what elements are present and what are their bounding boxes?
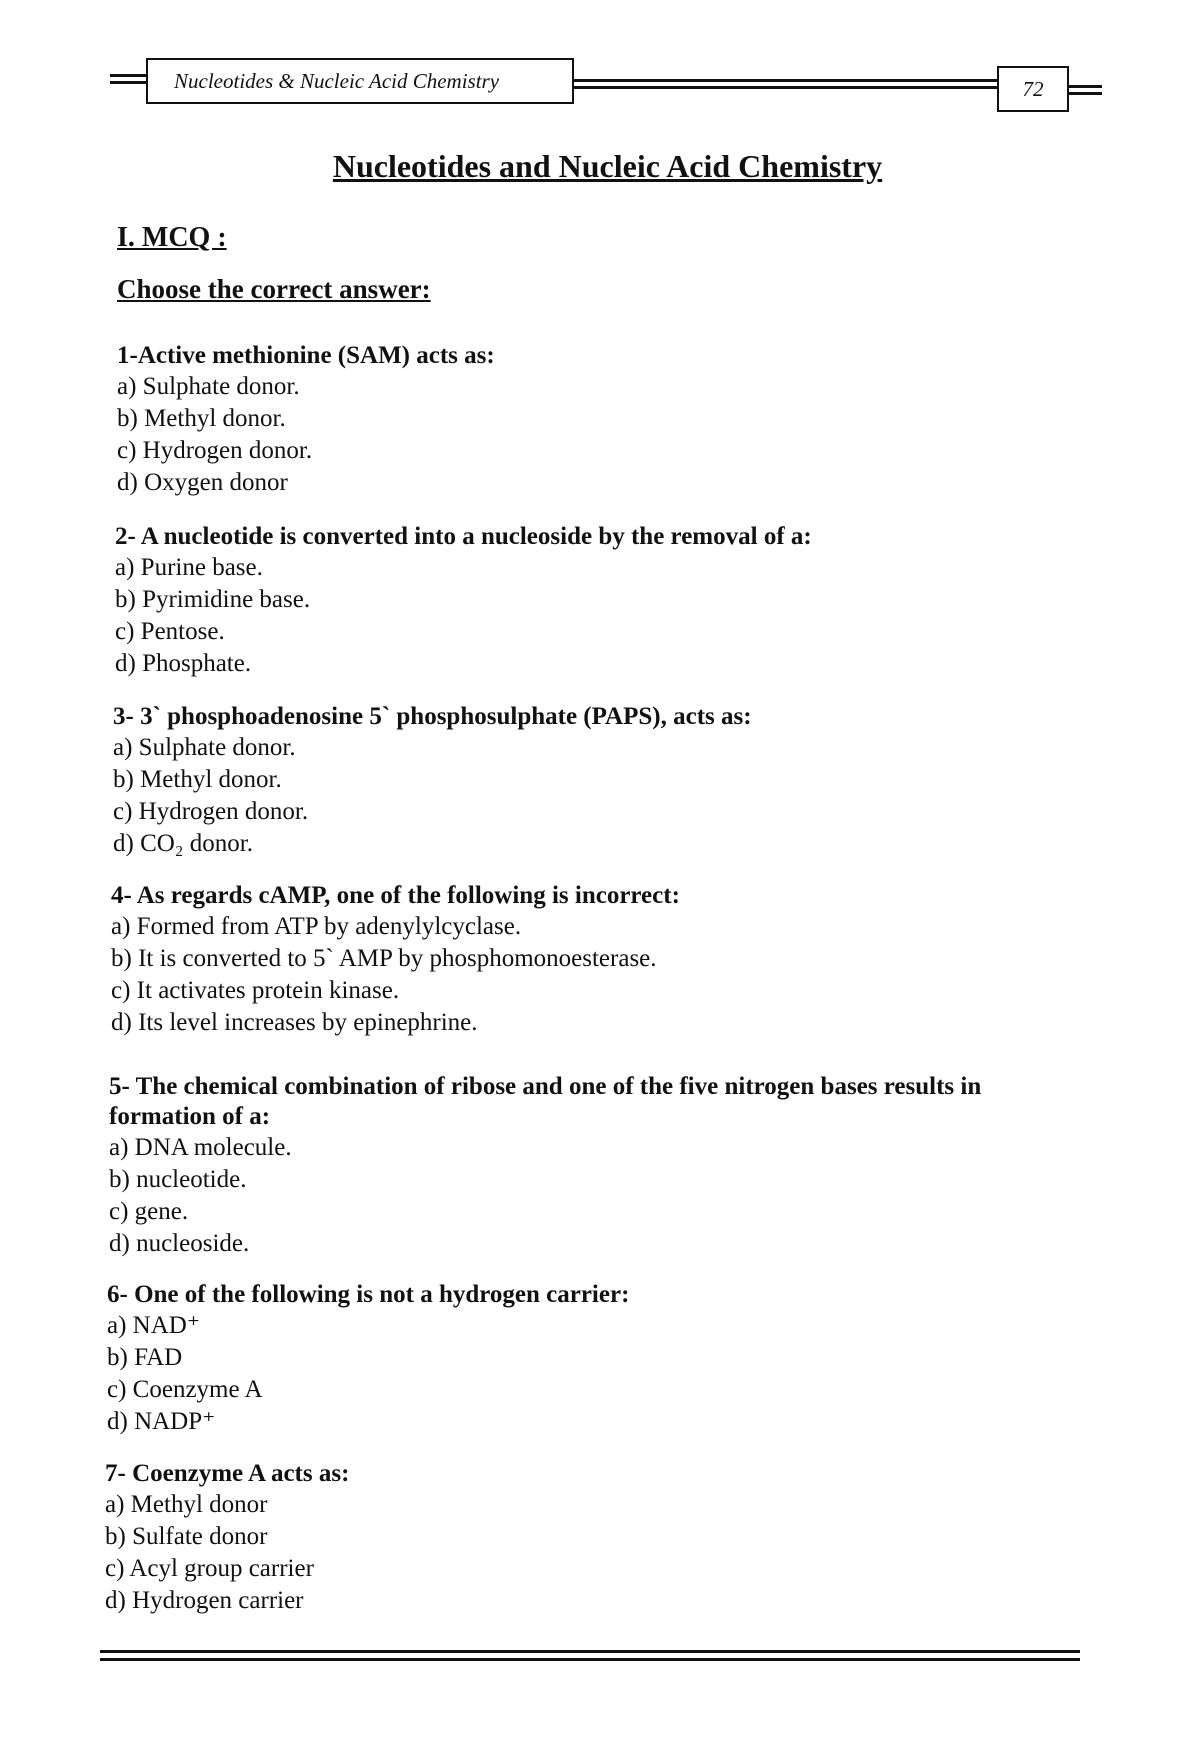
page-number: 72 [997,66,1069,112]
option-d: d) Its level increases by epinephrine. [111,1009,478,1036]
option-c: c) Coenzyme A [107,1376,263,1403]
option-b: b) Pyrimidine base. [115,586,311,613]
question-text: 1-Active methionine (SAM) acts as: [117,342,495,369]
option-d: d) Hydrogen carrier [105,1587,304,1614]
option-d: d) Phosphate. [115,650,252,677]
page-header [0,0,1200,130]
footer-rule-bottom [100,1658,1080,1661]
option-a: a) Formed from ATP by adenylylcyclase. [111,913,522,940]
option-c: c) Pentose. [115,618,225,645]
question-1 [117,341,1077,499]
question-text: 5- The chemical combination of ribose and one of the five nitrogen bases results in formation of a: [109,1073,982,1130]
footer-rule-top [100,1650,1080,1653]
option-c: c) It activates protein kinase. [111,977,400,1004]
question-3 [113,702,1073,860]
option-d: d) Oxygen donor [117,469,288,496]
option-b: b) Sulfate donor [105,1523,268,1550]
section-title: I. MCQ : [117,222,227,253]
option-c: c) Hydrogen donor. [117,437,313,464]
chapter-title: Nucleotides & Nucleic Acid Chemistry [146,58,574,104]
question-6 [107,1280,1067,1438]
option-d: d) NADP⁺ [107,1408,216,1435]
question-4 [111,881,1071,1039]
option-b: b) nucleotide. [109,1166,247,1193]
option-c: c) gene. [109,1198,189,1225]
header-rule-left-bottom [110,81,150,84]
header-rule-left-top [110,74,150,77]
page-title: Nucleotides and Nucleic Acid Chemistry [332,148,883,184]
option-b: b) FAD [107,1344,183,1371]
option-a: a) Purine base. [115,554,263,581]
option-a: a) Sulphate donor. [113,734,296,761]
option-a: a) NAD⁺ [107,1312,201,1339]
question-5 [109,1072,1069,1260]
question-2 [115,522,1075,680]
option-a: a) Sulphate donor. [117,373,300,400]
header-rule-right-top [1068,85,1102,88]
question-text: 4- As regards cAMP, one of the following is incorrect: [111,882,680,909]
option-c: c) Acyl group carrier [105,1555,314,1582]
option-d: d) CO₂ donor. [113,830,253,857]
question-text: 2- A nucleotide is converted into a nucleoside by the removal of a: [115,523,812,550]
header-rule-right-bottom [1068,92,1102,95]
option-d: d) nucleoside. [109,1230,250,1257]
option-b: b) Methyl donor. [113,766,282,793]
question-text: 7- Coenzyme A acts as: [105,1460,350,1487]
header-rule-mid-top [574,79,999,82]
question-7 [105,1459,1065,1617]
option-b: b) Methyl donor. [117,405,286,432]
header-rule-mid-bottom [574,86,999,89]
option-a: a) DNA molecule. [109,1134,292,1161]
question-text: 6- One of the following is not a hydrogen carrier: [107,1281,630,1308]
instruction: Choose the correct answer: [117,274,431,304]
option-c: c) Hydrogen donor. [113,798,309,825]
option-a: a) Methyl donor [105,1491,268,1518]
option-b: b) It is converted to 5` AMP by phosphomonoesterase. [111,945,657,972]
question-text: 3- 3` phosphoadenosine 5` phosphosulphate (PAPS), acts as: [113,703,752,730]
